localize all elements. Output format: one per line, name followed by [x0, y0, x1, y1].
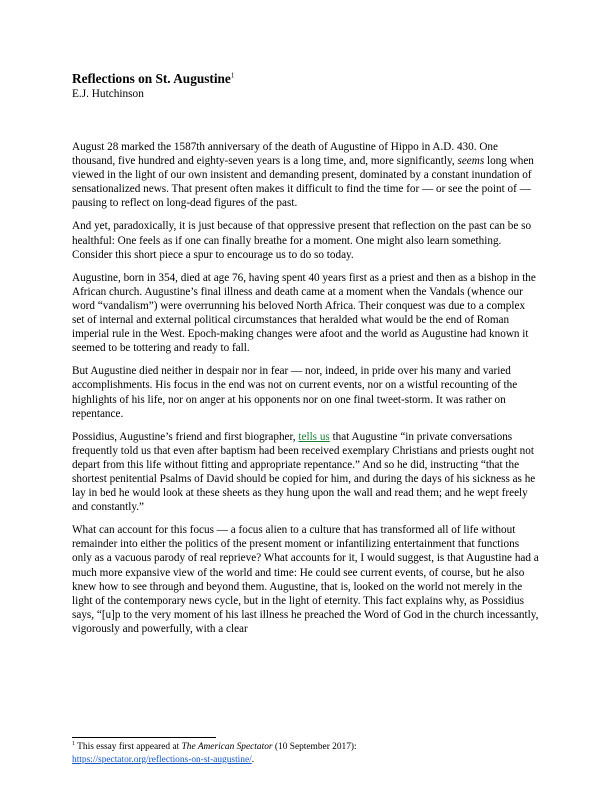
- paragraph-text: August 28 marked the 1587th anniversary of the death of Augustine of Hippo in A.D. 430. One thousand, five hundred and eighty-seven years is a long time, and, more significantly,: [72, 141, 498, 168]
- tells-us-link[interactable]: tells us: [298, 430, 330, 443]
- paragraph-text: Possidius, Augustine’s friend and first biographer,: [72, 430, 299, 443]
- title-footnote-marker[interactable]: 1: [230, 71, 235, 80]
- publication-name: The American Spectator: [181, 742, 273, 752]
- footnote-text: .: [251, 754, 255, 765]
- footnote: [72, 741, 540, 766]
- title-text: Reflections on St. Augustine: [72, 71, 231, 86]
- emphasis-text: seems: [457, 155, 485, 168]
- document-title: [72, 70, 540, 87]
- author-name: E.J. Hutchinson: [72, 88, 144, 100]
- paragraph-text: that Augustine “in private conversations frequently told us that even after baptism had been received exemplary Christians and priests ought not depart from this life without fitting and appropriate repentance.” And so he did, instructing “that the shortest penitential Psalms of David should be copied for him, and during the days of his sickness as he lay in bed he would look at these sheets as they hung upon the wall and read them; and he wept freely and constantly.”: [72, 430, 536, 514]
- document-page: [72, 70, 540, 645]
- paragraph-5: [72, 430, 540, 515]
- paragraph-1: [72, 140, 540, 210]
- footnote-divider: [72, 737, 216, 738]
- paragraph-2: And yet, paradoxically, it is just because of that oppressive present that reflection on the past can be so healthful: One feels as if one can finally breathe for a moment. One might also learn something. Consider this short piece a spur to encourage us to do so today.: [72, 220, 532, 261]
- source-url-link[interactable]: https://spectator.org/reflections-on-st-augustine/: [72, 754, 252, 765]
- paragraph-4: But Augustine died neither in despair nor in fear — nor, indeed, in pride over his many and varied accomplishments. His focus in the end was not on current events, nor on a wistful recounting of the highlights of his life, nor on anger at his opponents nor on one final tweet-storm. It was rather on repentance.: [72, 365, 518, 420]
- paragraph-3: Augustine, born in 354, died at age 76, having spent 40 years first as a priest and then as a bishop in the African church. Augustine’s final illness and death came at a moment when the Vandals (whence our word “vandalism”) were overrunning his beloved North Africa. Their conquest was due to a complex set of internal and external political circumstances that heralded what would be the end of Roman imperial rule in the West. Epoch-making changes were afoot and the world as Augustine had known it seemed to be tottering and ready to fall.: [72, 271, 536, 355]
- footnote-text: (10 September 2017):: [272, 742, 357, 752]
- paragraph-6: What can account for this focus — a focus alien to a culture that has transformed all of life without remainder into either the politics of the present moment or infantilizing entertainment that functions only as a vacuous parody of real reprieve? What accounts for it, I would suggest, is that Augustine had a much more expansive view of the world and time: He could see current events, of course, but he also knew how to see through and beyond them. Augustine, that is, looked on the world not merely in the light of the contemporary news cycle, but in the light of eternity. This fact explains why, as Possidius says, “[u]p to the very moment of his last illness he preached the Word of God in the church incessantly, vigorously and powerfully, with a clear: [72, 524, 539, 635]
- footnote-marker: 1: [72, 740, 75, 747]
- footnote-text: This essay first appeared at: [75, 742, 182, 752]
- paragraph-text: long when viewed in the light of our own insistent and demanding present, dominated by a constant inundation of sensationalized news. That present often makes it difficult to find the time for — or see the point of — pausing to reflect on long-dead figures of the past.: [72, 155, 534, 210]
